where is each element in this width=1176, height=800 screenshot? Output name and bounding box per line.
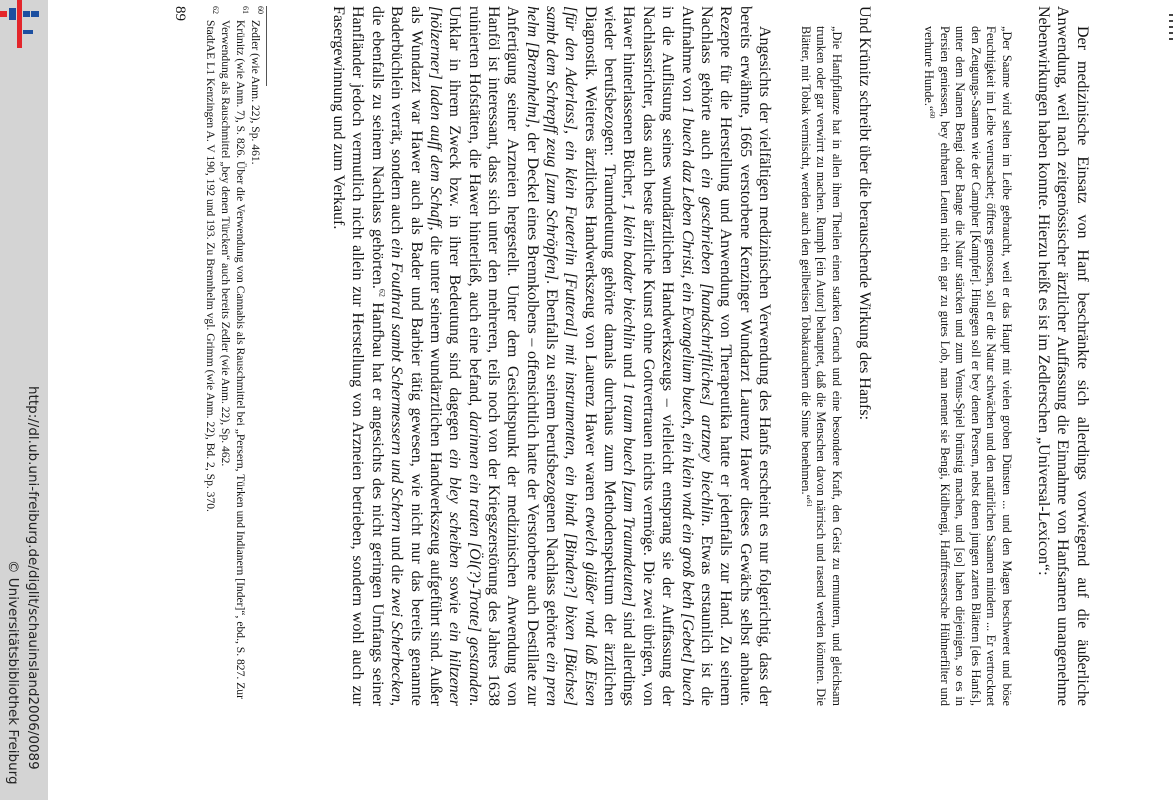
url-sidebar xyxy=(0,0,48,800)
footnote-divider xyxy=(266,6,267,86)
footnote-ref-60[interactable]: 60 xyxy=(927,111,936,119)
paragraph-hemp-medical-use: Der medizinische Einsatz von Hanf beschränkte sich allerdings vorwiegend auf die äußerliche Anwendung, weil nach zeitgenössischer ärztlicher Auffassung die Einnahme von Hanfsamen unangenehme Nebenwirkungen haben konnte. Hierzu heißt es ist im Zedlerschen „Universal-Lexicon“: xyxy=(1034,6,1091,706)
footnote-62: 62 StadtAE L1 Kenzingen A. V 190, 192 und 193. Zu Brennhelm vgl. Grimm (wie Anm. 22), Bd. 2, Sp. 370. xyxy=(203,6,220,512)
paragraph-laurenz-hawer: Angesichts der vielfältigen medizinischen Verwendung des Hanfs erscheint es nur folgerichtig, dass der bereits erwähnte, 1665 verstorbene Kenzinger Wundarzt Laurenz Hawer dieses Gewächs selbst anbaute. Rezepte für die Herstellung und Anwendung von Therapeutika hatte er jedenfalls zur Hand. Zu seinem Nachlass gehörte auch ein geschrieben [handschriftliches] artzney biechlin. Etwas erstaunlich ist die Aufnahme von 1 buech daz Leben Christi, ein Evangelium buech, ein klein vndt ein groß beth [Gebet] buech in die Auflistung seines wundärztlichen Handwerkszeugs – vielleicht entsprang sie der Auffassung der Nachlassrichter, dass auch beste ärztliche Kunst ohne Gottvertrauen nichts vermöge. Die zwei übrigen, von Hawer hinterlassenen Bücher, 1 klein badter biechlin und 1 traum buech [zum Traumdeuten] sind allerdings wieder berufsbezogen: Traumdeutung gehörte damals durchaus zum Methodenspektrum der ärztlichen Diagnostik. Weiteres ärztliches Handwerkszeug von Laurenz Hawer waren etwelch gläßer vndt laß Eisen [für den Aderlass], ein klein Fueterlin [Futteral] mit instrumenten, ein bindt [Binden?] bixen [Büchse] sambt dem Schrepff zeug [zum Schröpfen]. Ebenfalls zu seinem berufsbezogenen Nachlass gehörte ein pren helm [Brennhelm], der Deckel eines Brennkolbens – offensichtlich hatte der Verstorbene auch Destillate zur Anfertigung seiner Arzneien hergestellt. Unter dem Gesichtspunkt der medizinischen Anwendung von Hanföl ist interessant, dass sich unter den mehreren, teils noch von der Kriegszerstörung des Jahres 1638 ruinierten Hofstätten, die Hawer hinterließ, auch eine befand, darinnen ein traten [Öl(?)-Trotte] gestanden. Unklar in ihrem Zweck bzw. in ihrer Bedeutung sind dagegen ein bley scheiben sowie ein hiltzener [hölzerner] laden auff dem Schaff, die unter seinem wundärztlichen Handwerkszeug aufgeführt sind. Außer als Wundarzt war Hawer auch als Bader und Barbier tätig gewesen, wie nicht nur das bereits genannte Baderbüchlein verrät, sondern auch ein Fouthral sambt Schermessern und Schern und die zwei Scherbecken, die ebenfalls zu seinem Nachlass gehörten.$^{62}$ Hanfbau hat er angesichts des nicht geringen Umfangs seiner Hanfländer jedoch vermutlich nicht allein zur Herstellung von Arzneien betrieben, sondern wohl auch zur Fasergewinnung und zum Verkauf. xyxy=(330,6,773,707)
paragraph-kruenitz-intro: Und Krünitz schreibt über die berauschende Wirkung des Hanfs: xyxy=(856,6,873,421)
scanned-book-page xyxy=(132,6,1092,706)
quote-zedler-lexicon: „Der Saame wird selten im Leibe gebraucht, weil er das Haupt mit vielen groben Dünsten ... und den Magen beschweret und böse Feuchtigkeit im Leibe verursachet; öffters genossen, soll er die Natur schwächen und den natürlichen Saamen mindern ... Er vertrocknet den Zeugungs-Saamen wie der Campher [Kampfer]. Hingegen soll er bey denen Persern, nebst denen jungen zarten Blättern [des Hanfs], unter dem Namen Bengi oder Bange die Natur stärcken und zum Venus-Spiel brünstig machen, und [so] haben diejenigen, so es in Persien geniessen, bey ehrbaren Leuten nicht ein gar zu gutes Lob, man nennet sie Bengi, Kidlbengi, Hanffressersche Hühnerfilter und verhurte Hunde.“$^{60}$ xyxy=(921,26,1014,706)
document-url[interactable]: http://dl.ub.uni-freiburg.de/diglit/schauinsland2006/0089 xyxy=(25,386,41,770)
quote-kruenitz: „Die Hanfpflanze hat in allen ihren Theilen einen starken Geruch und eine besondere Kraft, den Geist zu ermuntern, und gleichsam trunken oder gar verwirrt zu machen. Rumph [ein Autor] behauptet, daß die Menschen davon närrisch und rasend werden könnten. Die Blätter, mit Tobak vermischt, werden auch den geilbetisen Tobakrauchern die Sinne benehmen.“$^{61}$ xyxy=(798,26,844,706)
footnotes xyxy=(201,6,265,706)
footnote-60: 60 Zedler (wie Anm. 22), Sp. 461. xyxy=(249,6,265,165)
footnote-61: 61 Krünitz (wie Anm. 7), S. 826. Über die Verwendung von Cannabis als Rauschmittel bei „Persern, Türken und Indianern [Inder]“, ebd., S. 827. Zur Verwendung als Rauschmittel „bey denen Türcken“ auch bereits Zedler (wie Anm. 22), Sp. 462. xyxy=(219,6,250,699)
copyright-notice: © Universitätsbibliothek Freiburg xyxy=(5,560,21,785)
page-number: 89 xyxy=(172,6,188,21)
footnote-ref-61[interactable]: 61 xyxy=(804,500,813,508)
library-logo-icon xyxy=(0,0,48,48)
footnote-ref-62[interactable]: 62 xyxy=(377,288,387,297)
right-page-edge xyxy=(1166,0,1176,800)
